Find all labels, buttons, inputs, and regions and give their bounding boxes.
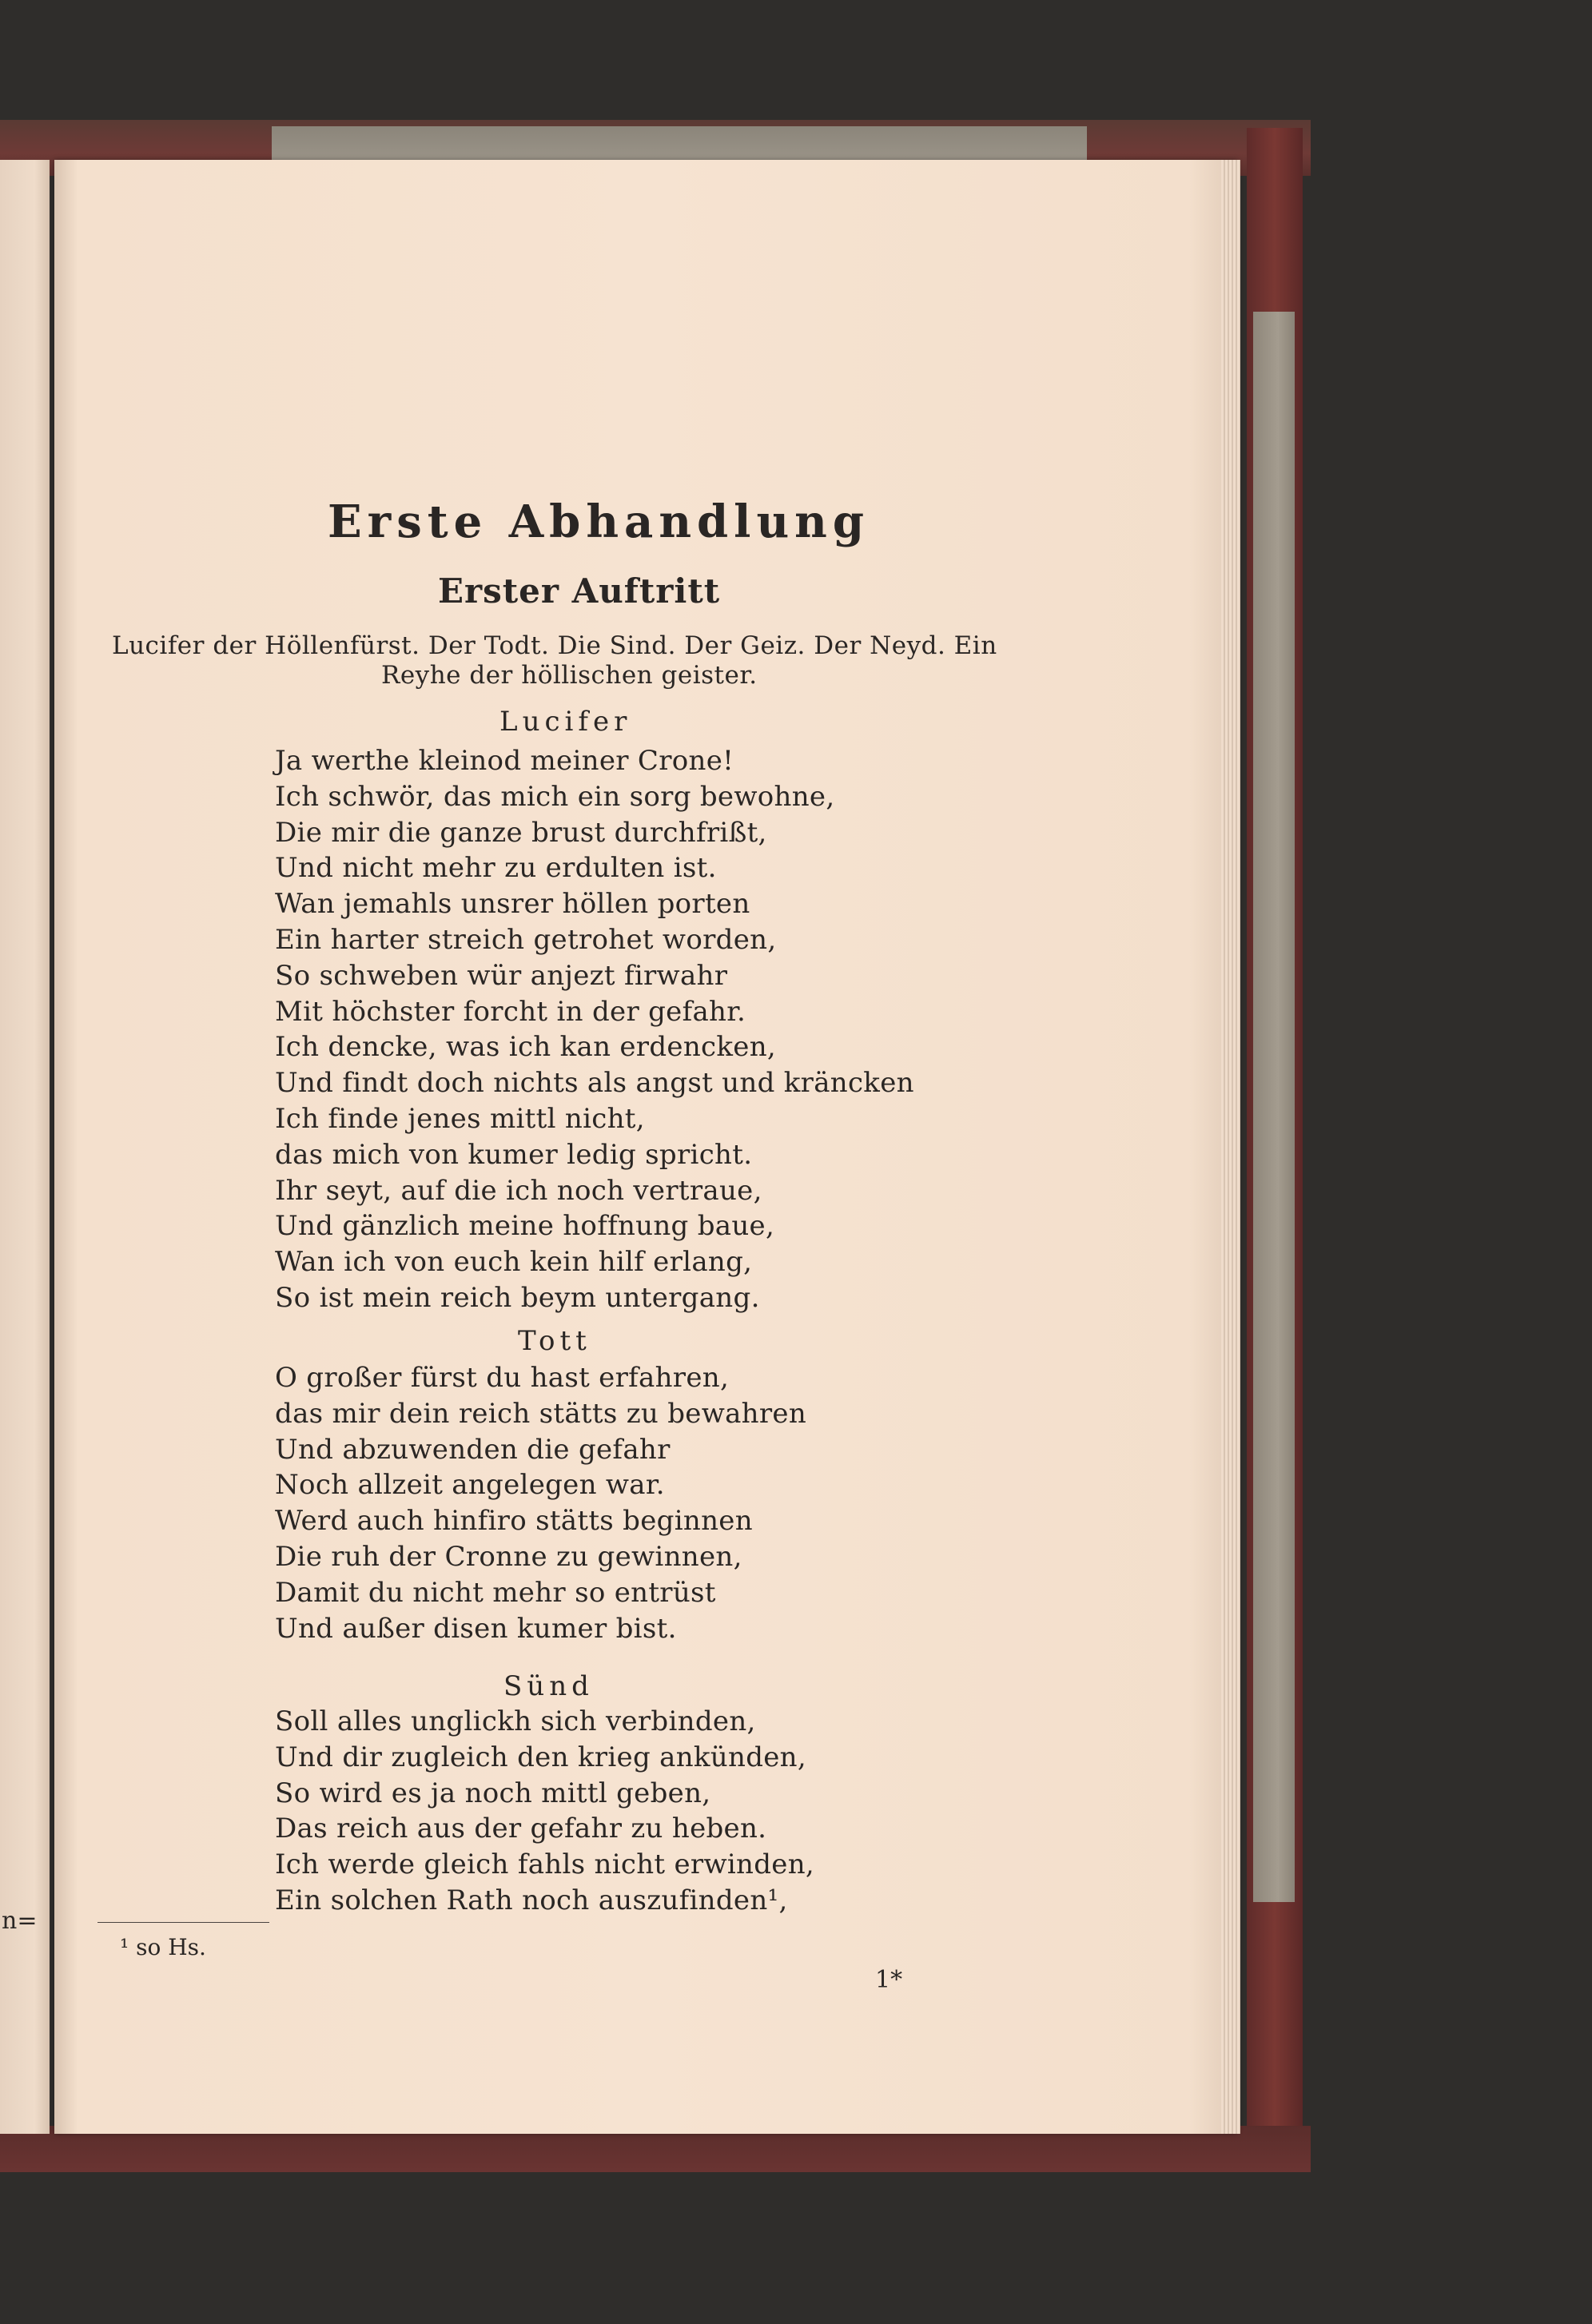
speaker-lucifer: Lucifer: [499, 706, 632, 738]
verse-line: Und dir zugleich den krieg ankünden,: [275, 1741, 806, 1773]
verse-line: Ich schwör, das mich ein sorg bewohne,: [275, 780, 835, 813]
verse-line: Damit du nicht mehr so entrüst: [275, 1576, 716, 1609]
verse-line: Die mir die ganze brust durchfrißt,: [275, 816, 767, 849]
verse-line: Und gänzlich meine hoffnung baue,: [275, 1210, 775, 1243]
cast-list-line-2: Reyhe der höllischen geister.: [381, 661, 758, 690]
verse-line: Das reich aus der gefahr zu heben.: [275, 1813, 767, 1845]
left-page-edge: [0, 160, 50, 2134]
verse-line: Wan jemahls unsrer höllen porten: [275, 888, 750, 921]
footnote-rule: [98, 1922, 269, 1923]
cast-list-line-1: Lucifer der Höllenfürst. Der Todt. Die Sind. Der Geiz. Der Neyd. Ein: [112, 631, 997, 660]
verse-line: Ein solchen Rath noch auszufinden¹,: [275, 1884, 788, 1916]
verse-line: Ja werthe kleinod meiner Crone!: [275, 745, 734, 777]
signature-mark: 1*: [875, 1966, 903, 1994]
book-cover-right-strip: [1253, 312, 1295, 1902]
verse-line: O großer fürst du hast erfahren,: [275, 1362, 730, 1394]
verse-line: Ich dencke, was ich kan erdencken,: [275, 1031, 776, 1064]
verse-block-tott: [275, 1360, 806, 1646]
verse-line: Und abzuwenden die gefahr: [275, 1433, 671, 1466]
verse-line: das mir dein reich stätts zu bewahren: [275, 1397, 807, 1430]
verse-line: Ich werde gleich fahls nicht erwinden,: [275, 1848, 815, 1881]
speaker-suend: Sünd: [503, 1670, 594, 1702]
verse-line: Ich finde jenes mittl nicht,: [275, 1102, 645, 1135]
verse-line: Die ruh der Cronne zu gewinnen,: [275, 1540, 742, 1573]
verse-block-lucifer: [275, 743, 914, 1316]
scene-title: Erster Auftritt: [438, 571, 721, 611]
verse-line: Und findt doch nichts als angst und kräncken: [275, 1067, 914, 1100]
verse-line: Wan ich von euch kein hilf erlang,: [275, 1246, 753, 1279]
verse-line: Ein harter streich getrohet worden,: [275, 923, 777, 956]
verse-line: So ist mein reich beym untergang.: [275, 1281, 760, 1314]
verse-line: So schweben wür anjezt firwahr: [275, 959, 728, 992]
verse-line: Und nicht mehr zu erdulten ist.: [275, 852, 717, 885]
verse-line: Soll alles unglickh sich verbinden,: [275, 1705, 756, 1737]
act-title: Erste Abhandlung: [328, 495, 870, 548]
verse-line: Werd auch hinfiro stätts beginnen: [275, 1505, 753, 1538]
left-page-fragment: n=: [2, 1907, 38, 1935]
footnote: ¹ so Hs.: [120, 1934, 206, 1960]
verse-line: das mich von kumer ledig spricht.: [275, 1138, 753, 1171]
speaker-tott: Tott: [518, 1325, 591, 1357]
verse-line: So wird es ja noch mittl geben,: [275, 1777, 711, 1809]
verse-block-suend: [275, 1704, 814, 1919]
verse-line: Ihr seyt, auf die ich noch vertraue,: [275, 1174, 762, 1207]
verse-line: Noch allzeit angelegen war.: [275, 1469, 665, 1502]
page-stack-edge: [1221, 160, 1240, 2134]
verse-line: Mit höchster forcht in der gefahr.: [275, 995, 746, 1028]
verse-line: Und außer disen kumer bist.: [275, 1612, 677, 1645]
